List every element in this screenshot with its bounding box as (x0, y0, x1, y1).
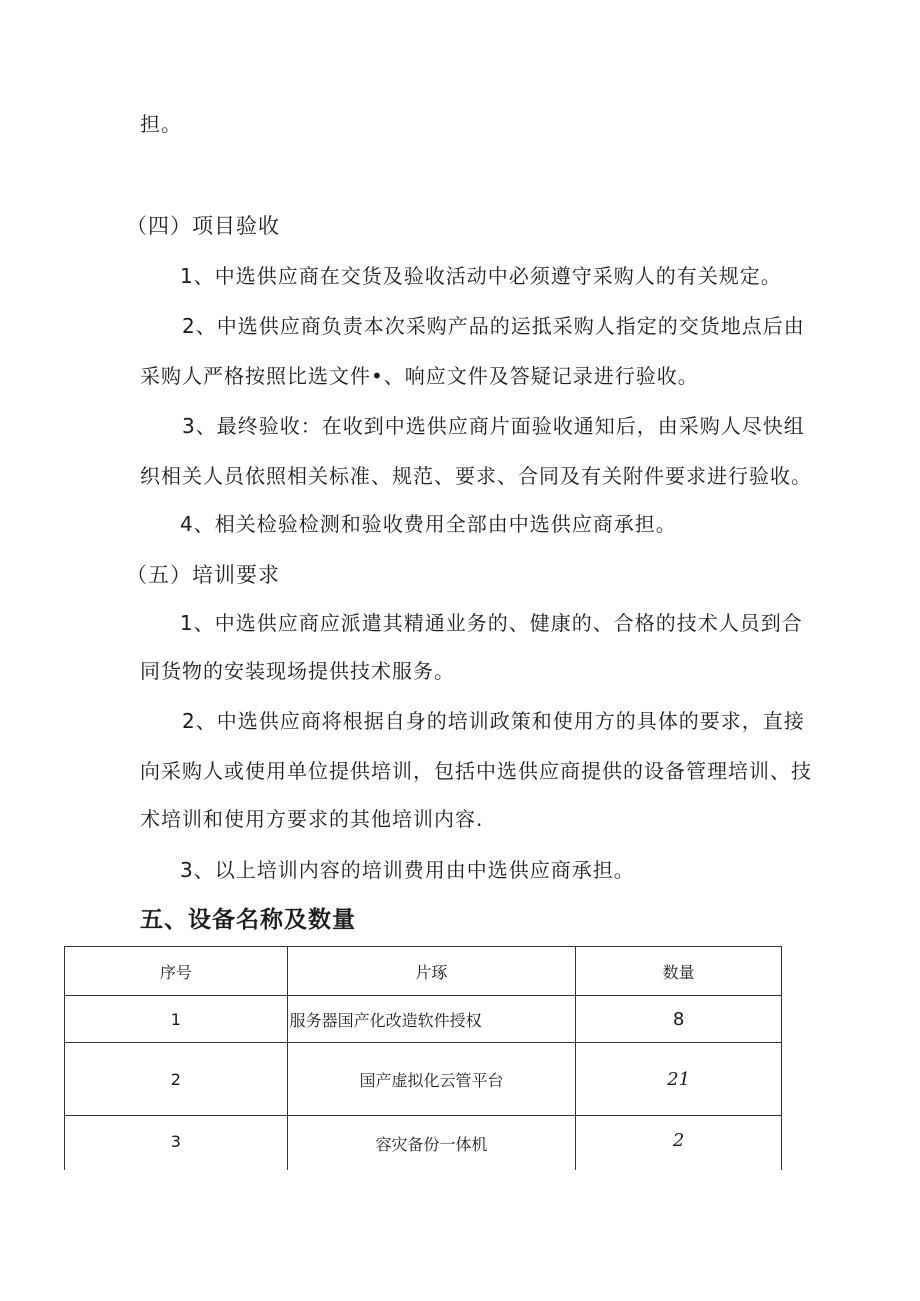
section5-heading: （五）培训要求 (126, 563, 280, 587)
header-quantity: 数量 (576, 947, 782, 996)
equipment-heading: 五、设备名称及数量 (140, 907, 356, 933)
header-name: 片琢 (287, 947, 576, 996)
row-quantity: 2 (576, 1116, 782, 1170)
section4-heading: （四）项目验收 (126, 214, 280, 238)
table-row (65, 996, 782, 1043)
section4-item2-line1: 2、中选供应商负责本次采购产品的运抵采购人指定的交货地点后由 (182, 314, 805, 338)
section5-item1-line1: 1、中选供应商应派遣其精通业务的、健康的、合格的技术人员到合 (180, 611, 803, 635)
row-quantity: 21 (576, 1043, 782, 1116)
header-index: 序号 (65, 947, 288, 996)
row-index: 2 (65, 1043, 288, 1116)
equipment-table (64, 946, 782, 1170)
top-fragment: 担。 (140, 112, 182, 136)
table-row (65, 1116, 782, 1170)
section5-item2-line3: 术培训和使用方要求的其他培训内容. (140, 807, 484, 831)
section4-item3-line2: 织相关人员依照相关标准、规范、要求、合同及有关附件要求进行验收。 (140, 464, 812, 488)
section4-item4: 4、相关检验检测和验收费用全部由中选供应商承担。 (180, 512, 677, 536)
row-name: 服务器国产化改造软件授权 (287, 996, 576, 1043)
section5-item1-line2: 同货物的安装现场提供技术服务。 (140, 659, 455, 683)
section5-item3: 3、以上培训内容的培训费用由中选供应商承担。 (180, 858, 635, 882)
section5-item2-line1: 2、中选供应商将根据自身的培训政策和使用方的具体的要求，直接 (182, 709, 805, 733)
row-name: 国产虚拟化云管平台 (287, 1043, 576, 1116)
section4-item2-line2: 采购人严格按照比选文件•、响应文件及答疑记录进行验收。 (140, 364, 699, 388)
section4-item1: 1、中选供应商在交货及验收活动中必须遵守采购人的有关规定。 (180, 264, 782, 288)
table-row (65, 1043, 782, 1116)
row-quantity: 8 (576, 996, 782, 1043)
table-header-row (65, 947, 782, 996)
row-index: 3 (65, 1116, 288, 1170)
section5-item2-line2: 向采购人或使用单位提供培训，包括中选供应商提供的设备管理培训、技 (140, 759, 812, 783)
section4-item3-line1: 3、最终验收：在收到中选供应商片面验收通知后，由采购人尽快组 (182, 414, 805, 438)
row-index: 1 (65, 996, 288, 1043)
row-name: 容灾备份一体机 (287, 1116, 576, 1170)
